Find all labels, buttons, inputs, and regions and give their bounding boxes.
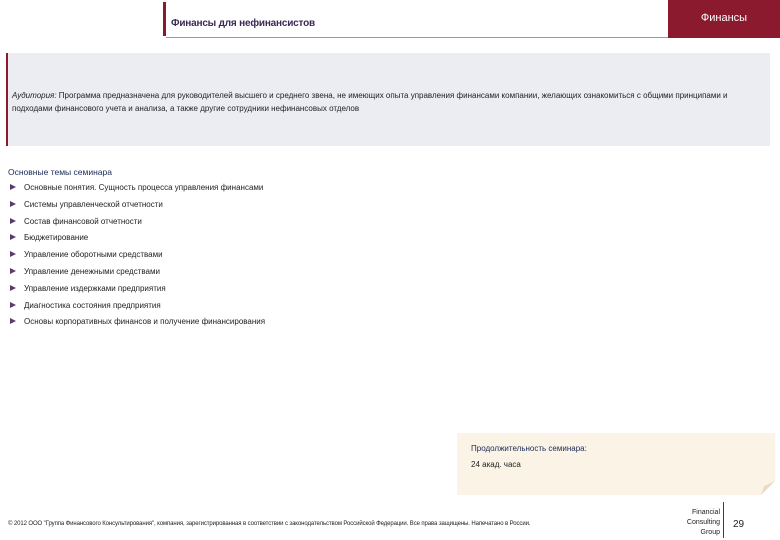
list-item-label: Управление оборотными средствами xyxy=(24,250,163,260)
audience-text xyxy=(12,89,766,115)
duration-label: Продолжительность семинара: xyxy=(471,444,587,453)
footer-divider xyxy=(723,502,724,538)
list-item xyxy=(8,300,265,317)
triangle-bullet-icon xyxy=(10,251,16,257)
header-divider xyxy=(166,37,668,38)
triangle-bullet-icon xyxy=(10,218,16,224)
list-item xyxy=(8,216,265,233)
triangle-bullet-icon xyxy=(10,268,16,274)
topics-title: Основные темы семинара xyxy=(8,167,112,177)
list-item xyxy=(8,283,265,300)
list-item-label: Бюджетирование xyxy=(24,233,89,243)
topics-list xyxy=(8,182,265,333)
list-item-label: Диагностика состояния предприятия xyxy=(24,300,161,310)
list-item-label: Управление издержками предприятия xyxy=(24,283,166,293)
triangle-bullet-icon xyxy=(10,285,16,291)
page-curl-icon xyxy=(761,481,775,495)
company-logo-text xyxy=(668,508,720,538)
triangle-bullet-icon xyxy=(10,302,16,308)
page-number: 29 xyxy=(733,519,745,530)
company-name-line: Consulting xyxy=(686,519,720,526)
audience-box xyxy=(6,53,770,146)
triangle-bullet-icon xyxy=(10,234,16,240)
company-name-line: Financial xyxy=(691,509,720,516)
list-item-label: Основы корпоративных финансов и получение финансирования xyxy=(24,317,266,327)
list-item-label: Управление денежными средствами xyxy=(24,266,160,276)
section-tab xyxy=(668,0,780,38)
list-item-label: Системы управленческой отчетности xyxy=(24,199,163,209)
section-tab-label: Финансы xyxy=(700,12,748,24)
audience-prefix: Аудитория: xyxy=(12,91,57,100)
duration-value: 24 акад. часа xyxy=(471,460,521,469)
company-name-line: Group xyxy=(700,529,720,536)
triangle-bullet-icon xyxy=(10,184,16,190)
list-item xyxy=(8,249,265,266)
audience-description: Программа предназначена для руководителей высшего и среднего звена, не имеющих опыта управления финансами компании, желающих ознакомиться с общими принципами и подходами финансового учета и анализа, а также другие сотрудники нефинансовых отделов xyxy=(12,91,728,113)
list-item-label: Состав финансовой отчетности xyxy=(24,216,142,226)
page-title: Финансы для нефинансистов xyxy=(171,18,315,29)
list-item xyxy=(8,316,265,333)
triangle-bullet-icon xyxy=(10,318,16,324)
copyright-text: © 2012 ООО "Группа Финансового Консультирования", компания, зарегистрированная в соответствии с законодательством Российской Федерации. Все права защищены. Напечатано в России. xyxy=(8,521,531,527)
list-item-label: Основные понятия. Сущность процесса управления финансами xyxy=(24,183,264,192)
triangle-bullet-icon xyxy=(10,201,16,207)
duration-note xyxy=(457,433,775,495)
header-accent-bar xyxy=(163,2,166,36)
list-item xyxy=(8,266,265,283)
list-item xyxy=(8,232,265,249)
list-item xyxy=(8,182,265,199)
list-item xyxy=(8,199,265,216)
